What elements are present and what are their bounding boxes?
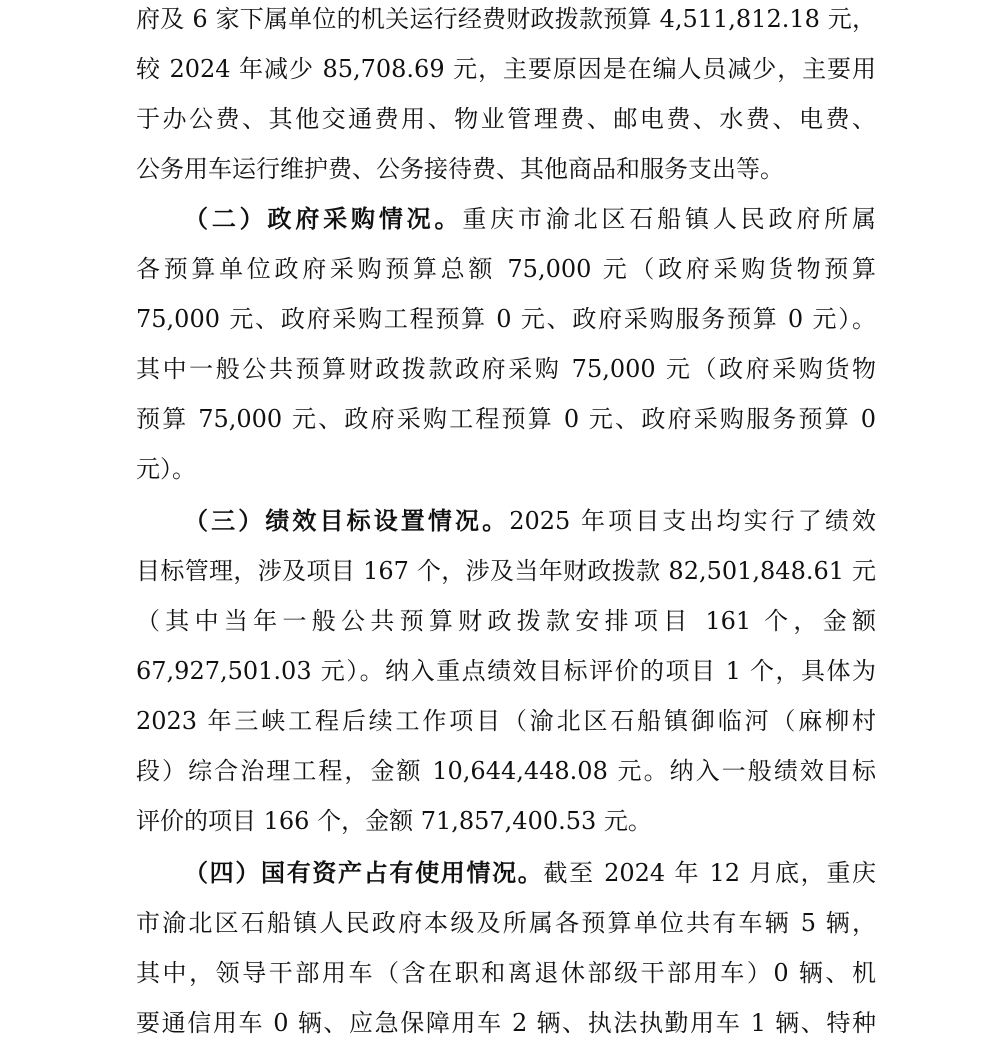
- body-text-line: 要通信用车 0 辆、应急保障用车 2 辆、执法执勤用车 1 辆、特种: [136, 1009, 876, 1037]
- section-heading-performance: （三）绩效目标设置情况。: [184, 506, 510, 535]
- section-line-assets: [184, 848, 876, 898]
- body-text-line: 较 2024 年减少 85,708.69 元，主要原因是在编人员减少，主要用: [136, 55, 876, 83]
- body-text-line: （其中当年一般公共预算财政拨款安排项目 161 个，金额: [136, 607, 876, 635]
- section-heading-procurement: （二）政府采购情况。: [184, 204, 463, 233]
- body-text-line: 75,000 元、政府采购工程预算 0 元、政府采购服务预算 0 元）。: [136, 305, 876, 333]
- body-text-fragment: 截至 2024 年 12 月底，重庆: [543, 859, 877, 887]
- body-text-fragment: 重庆市渝北区石船镇人民政府所属: [462, 205, 877, 233]
- body-text-line: 评价的项目 166 个，金额 71,857,400.53 元。: [136, 807, 652, 835]
- body-text-line: 各预算单位政府采购预算总额 75,000 元（政府采购货物预算: [136, 255, 876, 283]
- body-text-line: 目标管理，涉及项目 167 个，涉及当年财政拨款 82,501,848.61 元: [136, 557, 876, 585]
- body-text-line: 2023 年三峡工程后续工作项目（渝北区石船镇御临河（麻柳村: [136, 707, 876, 735]
- section-heading-assets: （四）国有资产占有使用情况。: [184, 858, 544, 887]
- body-text-line: 67,927,501.03 元）。纳入重点绩效目标评价的项目 1 个，具体为: [136, 657, 876, 685]
- body-text-line: 府及 6 家下属单位的机关运行经费财政拨款预算 4,511,812.18 元，: [136, 5, 876, 33]
- body-text-line: 其中一般公共预算财政拨款政府采购 75,000 元（政府采购货物: [136, 355, 876, 383]
- body-text-fragment: 2025 年项目支出均实行了绩效: [509, 507, 877, 535]
- body-text-line: 段）综合治理工程，金额 10,644,448.08 元。纳入一般绩效目标: [136, 757, 876, 785]
- body-text-line: 其中，领导干部用车（含在职和离退休部级干部用车）0 辆、机: [136, 959, 876, 987]
- body-text-line: 市渝北区石船镇人民政府本级及所属各预算单位共有车辆 5 辆，: [136, 909, 876, 937]
- section-line-performance: [184, 496, 876, 546]
- body-text-line: 于办公费、其他交通费用、物业管理费、邮电费、水费、电费、: [136, 105, 876, 133]
- body-text-line: 预算 75,000 元、政府采购工程预算 0 元、政府采购服务预算 0: [136, 405, 876, 433]
- body-text-line: 公务用车运行维护费、公务接待费、其他商品和服务支出等。: [136, 155, 784, 183]
- section-line-procurement: [184, 194, 876, 244]
- body-text-line: 元）。: [136, 455, 196, 483]
